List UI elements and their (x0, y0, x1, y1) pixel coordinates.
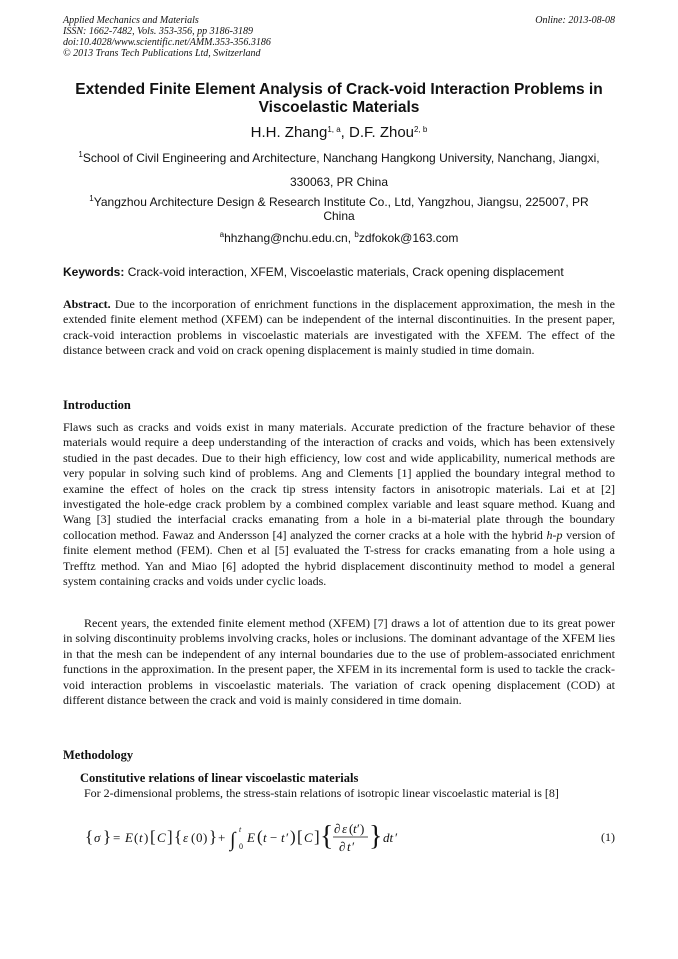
svg-text:(: ( (349, 821, 354, 836)
copyright-line: © 2013 Trans Tech Publications Ltd, Switzerland (63, 48, 261, 59)
author-affiliation-mark: 2, b (414, 125, 428, 134)
svg-text:′: ′ (352, 839, 355, 854)
affiliation-mark: 1 (78, 150, 83, 159)
svg-text:[: [ (297, 827, 303, 846)
svg-text:dt: dt (383, 830, 394, 845)
svg-text:0: 0 (239, 842, 243, 851)
svg-text:[: [ (150, 827, 156, 846)
keywords (63, 265, 615, 279)
journal-name: Applied Mechanics and Materials (63, 15, 199, 26)
svg-text:+: + (218, 830, 226, 845)
email-mark: b (354, 230, 359, 239)
affiliation-mark: 1 (89, 194, 94, 203)
svg-text:}: } (209, 827, 218, 846)
svg-text:t: t (347, 839, 351, 854)
journal-header (63, 15, 615, 59)
section-heading-introduction: Introduction (63, 398, 131, 412)
svg-text:]: ] (314, 827, 320, 846)
abstract (63, 297, 615, 359)
methodology-paragraph-1: For 2-dimensional problems, the stress-stain relations of isotropic linear viscoelastic material is [8] (84, 786, 559, 800)
svg-text:′: ′ (286, 830, 289, 845)
svg-text:E: E (125, 830, 133, 845)
svg-text:): ) (360, 821, 365, 836)
svg-text:t: t (281, 830, 285, 845)
issn-line: ISSN: 1662-7482, Vols. 353-356, pp 3186-3189 (63, 26, 253, 37)
svg-text:(: ( (257, 827, 263, 846)
abstract-text: Due to the incorporation of enrichment functions in the displacement approximation, the mesh in the extended finite element method (XFEM) can be independent of the internal discontinuities. In the present paper, crack-void interaction problems in viscoelastic materials are investigated with the XFEM. The effect of the distance between crack and void on crack opening displacement is mainly studied in time domain. (63, 297, 615, 358)
svg-text:}: } (103, 827, 112, 846)
svg-text:σ: σ (94, 830, 101, 845)
svg-text:E: E (247, 830, 255, 845)
author-name: H.H. Zhang (250, 124, 328, 141)
introduction-paragraph-2: Recent years, the extended finite element method (XFEM) [7] draws a lot of attention due to its great power in solving discontinuity problems involving cracks, holes or inclusions. The dominant advantage of the XFEM lies in that the mesh can be independent of any internal boundaries due to the use of problem-associated enrichment functions in the approximation. In the present paper, the XFEM in its incremental form is used to tackle the crack-void interaction problems in viscoelastic materials. The variation of crack opening displacement (COD) at different distance between the crack and void is mainly considered in time domain. (63, 616, 615, 708)
section-heading-methodology: Methodology (63, 748, 134, 762)
keywords-text: Crack-void interaction, XFEM, Viscoelastic materials, Crack opening displacement (124, 265, 564, 279)
author-name: D.F. Zhou (349, 124, 415, 141)
introduction-paragraph-1: Flaws such as cracks and voids exist in many materials. Accurate prediction of the fracture behavior of these materials would require a deep understanding of the interaction of cracks and voids, which has been extensively studied in the past decades. Due to their high efficiency, low cost and wide applicability, numerical methods are very popular in solving such kind of problems. Ang and Clements [1] applied the boundary integral method to examine the effect of holes on the crack tip stress intensity factors in anisotropic materials. Lai et at [2] investigated the hole-edge crack problem by a combined complex variable and least square method. Kuang and Wang [3] studied the interfacial cracks emanating from a hole in a bi-material plate through the boundary collocation method. Fawaz and Andersson [4] analyzed the corner cracks at a hole with the hybrid h-p version of finite element method (FEM). Chen et al [5] evaluated the T-stress for cracks emanating from a hole using a Trefftz method. Yan and Miao [6] adopted the hybrid displacement discontinuity method to model a general system containing cracks and voids under cyclic loads. (63, 420, 616, 589)
affiliation-1: $^1$School of Civil Engineering and Architecture, Nanchang Hangkong University, Nanchang, Jiangxi, (78, 150, 600, 165)
svg-text:): ) (290, 827, 296, 846)
email-a: hhzhang@nchu.edu.cn, (224, 231, 355, 245)
author-affiliation-mark: 1, a (327, 125, 341, 134)
svg-text:]: ] (167, 827, 173, 846)
svg-text:=: = (113, 830, 121, 845)
equation-1 (85, 818, 615, 858)
svg-text:−: − (270, 830, 278, 845)
author-list (63, 124, 615, 142)
svg-text:(: ( (191, 830, 196, 845)
svg-text:t: t (239, 825, 242, 834)
svg-text:′: ′ (395, 830, 398, 845)
svg-text:t: t (139, 830, 143, 845)
svg-text:ε: ε (183, 830, 189, 845)
email-b: zdfokok@163.com (358, 231, 459, 245)
svg-text:′: ′ (357, 821, 360, 836)
svg-text:): ) (203, 830, 208, 845)
svg-text:t: t (263, 830, 267, 845)
affiliation-1-line-2: 330063, PR China (289, 175, 389, 189)
svg-text:{: { (174, 827, 183, 846)
affiliation-2: $^1$Yangzhou Architecture Design & Research Institute Co., Ltd, Yangzhou, Jiangsu, 225007, PR China (89, 194, 589, 223)
svg-text:0: 0 (196, 830, 203, 845)
svg-text:ε: ε (342, 821, 348, 836)
doi-line: doi:10.4028/www.scientific.net/AMM.353-356.3186 (63, 37, 271, 48)
svg-text:∫: ∫ (230, 829, 236, 851)
abstract-label: Abstract. (63, 297, 111, 311)
author-separator: , (340, 124, 349, 141)
svg-text:t: t (353, 821, 357, 836)
equation-number: (1) (601, 830, 615, 844)
online-date: Online: 2013-08-08 (535, 15, 615, 26)
svg-text:∂: ∂ (334, 821, 341, 836)
svg-text:(: ( (134, 830, 139, 845)
email-mark: a (219, 230, 225, 239)
svg-text:C: C (304, 830, 313, 845)
svg-text:C: C (157, 830, 166, 845)
keywords-label: Keywords: (63, 265, 125, 279)
svg-text:): ) (144, 830, 149, 845)
svg-text:{: { (85, 827, 94, 846)
paper-title: Extended Finite Element Analysis of Crack-void Interaction Problems in Viscoelastic Materials (75, 81, 603, 116)
subsection-heading: Constitutive relations of linear viscoelastic materials (80, 771, 359, 785)
svg-text:∂: ∂ (339, 839, 346, 854)
author-emails (63, 231, 615, 245)
svg-text:{: { (320, 821, 334, 852)
svg-text:}: } (369, 821, 383, 852)
